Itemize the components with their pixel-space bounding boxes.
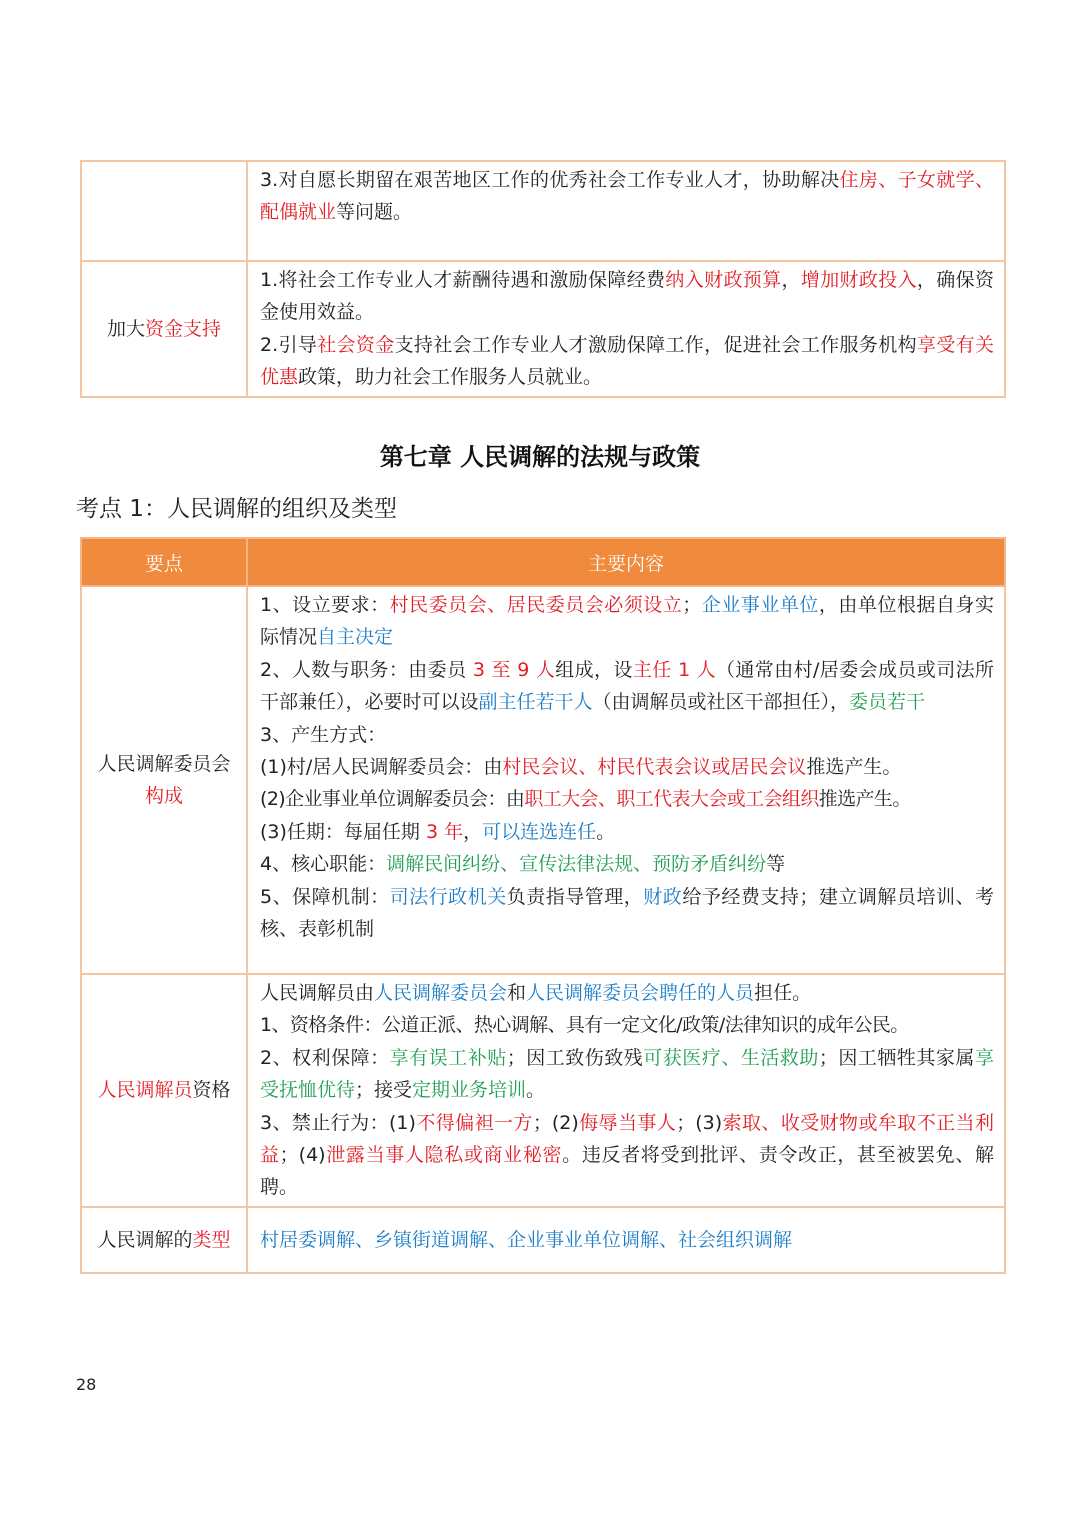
text-segment: 1、设立要求： <box>260 594 390 616</box>
highlight-red: 侮辱当事人 <box>578 1111 677 1134</box>
text-segment: 4、核心职能： <box>260 853 387 876</box>
content-line <box>260 881 994 946</box>
content-line <box>260 329 994 394</box>
text-segment: 等问题。 <box>336 201 413 224</box>
label-highlight: 人民调解员 <box>97 1079 193 1102</box>
row-label <box>81 974 247 1207</box>
content-line <box>260 1107 994 1204</box>
table-header-row <box>81 538 1005 586</box>
text-segment: 2、人数与职务：由委员 <box>260 658 473 681</box>
text-segment: ；(4) <box>279 1144 326 1167</box>
text-segment: ；接受 <box>355 1079 413 1102</box>
content-line <box>260 751 994 783</box>
highlight-green: 定期业务培训 <box>412 1079 527 1102</box>
content-line <box>260 589 994 654</box>
row-label <box>81 161 247 261</box>
row-content <box>247 974 1005 1207</box>
content-line <box>260 977 994 1009</box>
highlight-red: 职工大会、职工代表大会或工会组织 <box>524 788 819 811</box>
content-line: 3、产生方式： <box>260 723 387 746</box>
highlight-blue: 可以连选连任 <box>482 820 597 843</box>
text-segment: ，确保资金使用效益。 <box>260 269 994 324</box>
row-content <box>247 161 1005 261</box>
highlight-blue: 财政 <box>643 885 683 908</box>
content-line <box>260 848 994 880</box>
text-segment: ； <box>682 594 702 616</box>
text-segment: （由调解员或社区干部担任）， <box>592 691 850 714</box>
exam-point-title: 考点 1：人民调解的组织及类型 <box>76 496 397 522</box>
content-line <box>260 264 994 329</box>
row-content <box>247 586 1005 974</box>
highlight-red: 住房、子女就学、配偶就业 <box>260 169 994 224</box>
highlight-blue: 人民调解委员会 <box>374 982 508 1004</box>
highlight-red: 索取、收受财物或牟取不正当利益 <box>260 1111 994 1167</box>
text-segment: 负责指导管理， <box>506 885 644 908</box>
highlight-blue: 企业事业单位 <box>701 594 819 616</box>
text-segment: 支持社会工作专业人才激励保障工作，促进社会工作服务机构 <box>394 333 917 356</box>
table-row <box>81 586 1005 974</box>
text-segment: 2.引导 <box>260 333 318 356</box>
content-line <box>260 816 994 848</box>
text-segment: 和 <box>507 982 527 1004</box>
highlight-red: 增加财政投入 <box>800 269 917 291</box>
text-segment: ，由单位根据自身实际情况 <box>260 594 994 649</box>
text-segment: ；(3) <box>676 1111 723 1134</box>
highlight-green: 可获医疗、生活救助 <box>643 1046 819 1069</box>
content-line: 1、资格条件：公道正派、热心调解、具有一定文化/政策/法律知识的成年公民。 <box>260 1014 909 1037</box>
table-row <box>81 161 1005 261</box>
text-segment: ；因工牺牲其家属 <box>818 1046 975 1069</box>
highlight-red: 社会资金 <box>317 333 395 356</box>
text-segment: 。 <box>526 1079 546 1102</box>
highlight-green: 委员若干 <box>849 691 926 714</box>
text-segment: 给予经费支持；建立调解员培训、考核、表彰机制 <box>260 885 994 941</box>
text-segment: 3.对自愿长期留在艰苦地区工作的优秀社会工作专业人才，协助解决 <box>260 169 840 191</box>
text-segment: 。违反者将受到批评、责令改正，甚至被罢免、解聘。 <box>260 1144 994 1199</box>
row-label <box>81 261 247 397</box>
content-line <box>260 1042 994 1107</box>
table-row <box>81 261 1005 397</box>
header-key-points: 要点 <box>81 538 247 586</box>
text-segment: 3、禁止行为：(1) <box>260 1111 416 1134</box>
text-segment: ；(2) <box>532 1111 579 1134</box>
table-row <box>81 1207 1005 1273</box>
content-line <box>260 654 994 719</box>
highlight-blue: 副主任若干人 <box>478 691 593 714</box>
row-content: 村居委调解、乡镇街道调解、企业事业单位调解、社会组织调解 <box>247 1207 1005 1273</box>
text-segment: ， <box>781 269 801 291</box>
chapter-title: 第七章 人民调解的法规与政策 <box>379 443 701 471</box>
highlight-red: 3 至 9 人 <box>472 658 556 681</box>
highlight-red: 村民会议、村民代表会议或居民会议 <box>502 756 807 779</box>
text-segment: ， <box>463 820 483 843</box>
text-segment: (3)任期：每届任期 <box>260 820 426 843</box>
text-segment: (2)企业事业单位调解委员会：由 <box>260 788 525 811</box>
highlight-blue: 自主决定 <box>317 626 394 649</box>
text-segment: 5、保障机制： <box>260 885 390 908</box>
row-label <box>81 586 247 974</box>
label-highlight: 类型 <box>192 1228 231 1251</box>
text-segment: 1.将社会工作专业人才薪酬待遇和激励保障经费 <box>260 269 666 291</box>
highlight-red: 纳入财政预算 <box>665 269 782 291</box>
text-segment: 。 <box>596 820 616 843</box>
label-highlight: 资金支持 <box>145 317 222 340</box>
highlight-green: 享有误工补贴 <box>389 1046 507 1069</box>
highlight-blue: 人民调解委员会聘任的人员 <box>526 982 755 1004</box>
highlight-green: 享受抚恤优待 <box>260 1046 994 1102</box>
row-content <box>247 261 1005 397</box>
label-text: 人民调解委员会 <box>97 753 231 775</box>
text-segment: 人民调解员由 <box>260 982 375 1004</box>
row-label <box>81 1207 247 1273</box>
highlight-red: 不得偏袒一方 <box>415 1111 533 1134</box>
text-segment: ；因工致伤致残 <box>506 1046 644 1069</box>
text-segment: (1)村/居人民调解委员会：由 <box>260 756 503 779</box>
text-segment: （通常由村/居委会成员或司法所干部兼任），必要时可以设 <box>260 658 994 714</box>
text-segment: 推选产生。 <box>806 756 902 779</box>
highlight-green: 调解民间纠纷、宣传法律法规、预防矛盾纠纷 <box>386 853 767 876</box>
label-text: 人民调解的 <box>97 1228 193 1251</box>
table-row <box>81 974 1005 1207</box>
highlight-red: 3 年 <box>425 820 464 843</box>
text-segment: 组成，设 <box>555 658 633 681</box>
label-text: 加大 <box>106 317 145 340</box>
text-segment: 推选产生。 <box>818 788 911 811</box>
page-number: 28 <box>76 1375 97 1394</box>
text-segment: 担任。 <box>754 982 812 1004</box>
text-segment: 等 <box>766 853 786 876</box>
highlight-red: 享受有关优惠 <box>260 333 994 389</box>
mediation-table <box>80 537 1006 1274</box>
policy-table-continued <box>80 160 1006 398</box>
header-main-content: 主要内容 <box>247 538 1005 586</box>
text-segment: 政策，助力社会工作服务人员就业。 <box>298 366 603 389</box>
highlight-red: 泄露当事人隐私或商业秘密 <box>325 1144 563 1167</box>
text-segment: 2、权利保障： <box>260 1046 390 1069</box>
label-text: 资格 <box>192 1079 231 1102</box>
content-line <box>260 783 994 815</box>
label-highlight: 构成 <box>144 785 183 807</box>
highlight-red: 村民委员会、居民委员会必须设立 <box>389 594 683 616</box>
highlight-red: 主任 1 人 <box>632 658 716 681</box>
highlight-blue: 司法行政机关 <box>389 885 507 908</box>
